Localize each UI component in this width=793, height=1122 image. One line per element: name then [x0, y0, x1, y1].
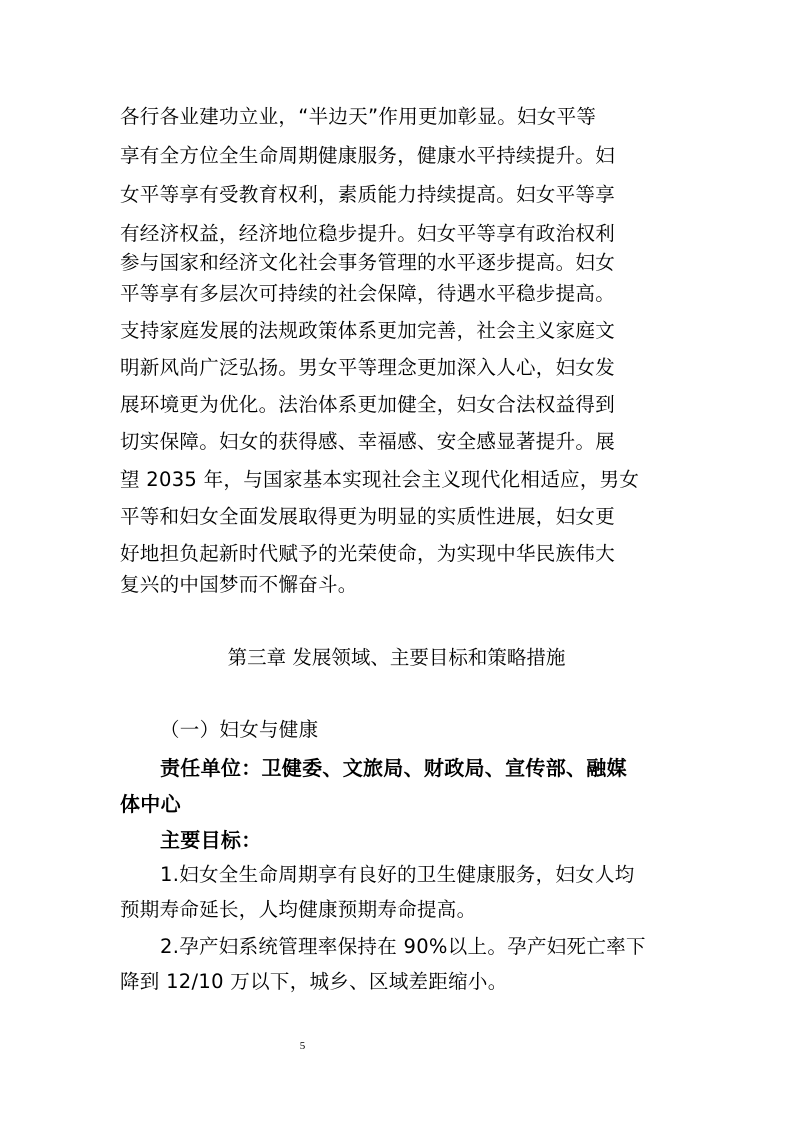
body-line: 好地担负起新时代赋予的光荣使命，为实现中华民族伟大 [120, 542, 616, 565]
responsibility-line-1: 责任单位：卫健委、文旅局、财政局、宣传部、融媒 [160, 756, 627, 780]
body-line: 望 2035 年，与国家基本实现社会主义现代化相适应，男女 [120, 468, 640, 491]
goal-1-line-1: 1.妇女全生命周期享有良好的卫生健康服务，妇女人均 [160, 863, 635, 886]
body-line: 支持家庭发展的法规政策体系更加完善，社会主义家庭文 [120, 319, 616, 342]
section-title: （一）妇女与健康 [160, 718, 319, 741]
body-line: 复兴的中国梦而不懈奋斗。 [120, 573, 358, 596]
body-line: 平等和妇女全面发展取得更为明显的实质性进展，妇女更 [120, 505, 616, 528]
page-number: 5 [299, 1040, 306, 1052]
responsibility-line-2: 体中心 [120, 792, 181, 816]
goal-2-line-1: 2.孕产妇系统管理率保持在 90%以上。孕产妇死亡率下 [160, 935, 646, 958]
body-line: 女平等享有受教育权利，素质能力持续提高。妇女平等享 [120, 183, 616, 206]
body-line: 展环境更为优化。法治体系更加健全，妇女合法权益得到 [120, 393, 616, 416]
chapter-heading: 第三章 发展领域、主要目标和策略措施 [227, 646, 566, 669]
body-line: 明新风尚广泛弘扬。男女平等理念更加深入人心，妇女发 [120, 356, 616, 379]
body-line: 各行各业建功立业，“半边天”作用更加彰显。妇女平等 [120, 105, 597, 128]
body-line: 有经济权益，经济地位稳步提升。妇女平等享有政治权利 [120, 222, 616, 245]
goal-2-line-2: 降到 12/10 万以下，城乡、区域差距缩小。 [120, 970, 508, 993]
goal-1-line-2: 预期寿命延长，人均健康预期寿命提高。 [120, 898, 477, 921]
body-line: 平等享有多层次可持续的社会保障，待遇水平稳步提高。 [120, 282, 616, 305]
goals-label: 主要目标： [160, 828, 262, 852]
body-line: 享有全方位全生命周期健康服务，健康水平持续提升。妇 [120, 144, 616, 167]
body-line: 切实保障。妇女的获得感、幸福感、安全感显著提升。展 [120, 430, 616, 453]
body-line: 参与国家和经济文化社会事务管理的水平逐步提高。妇女 [120, 251, 616, 274]
